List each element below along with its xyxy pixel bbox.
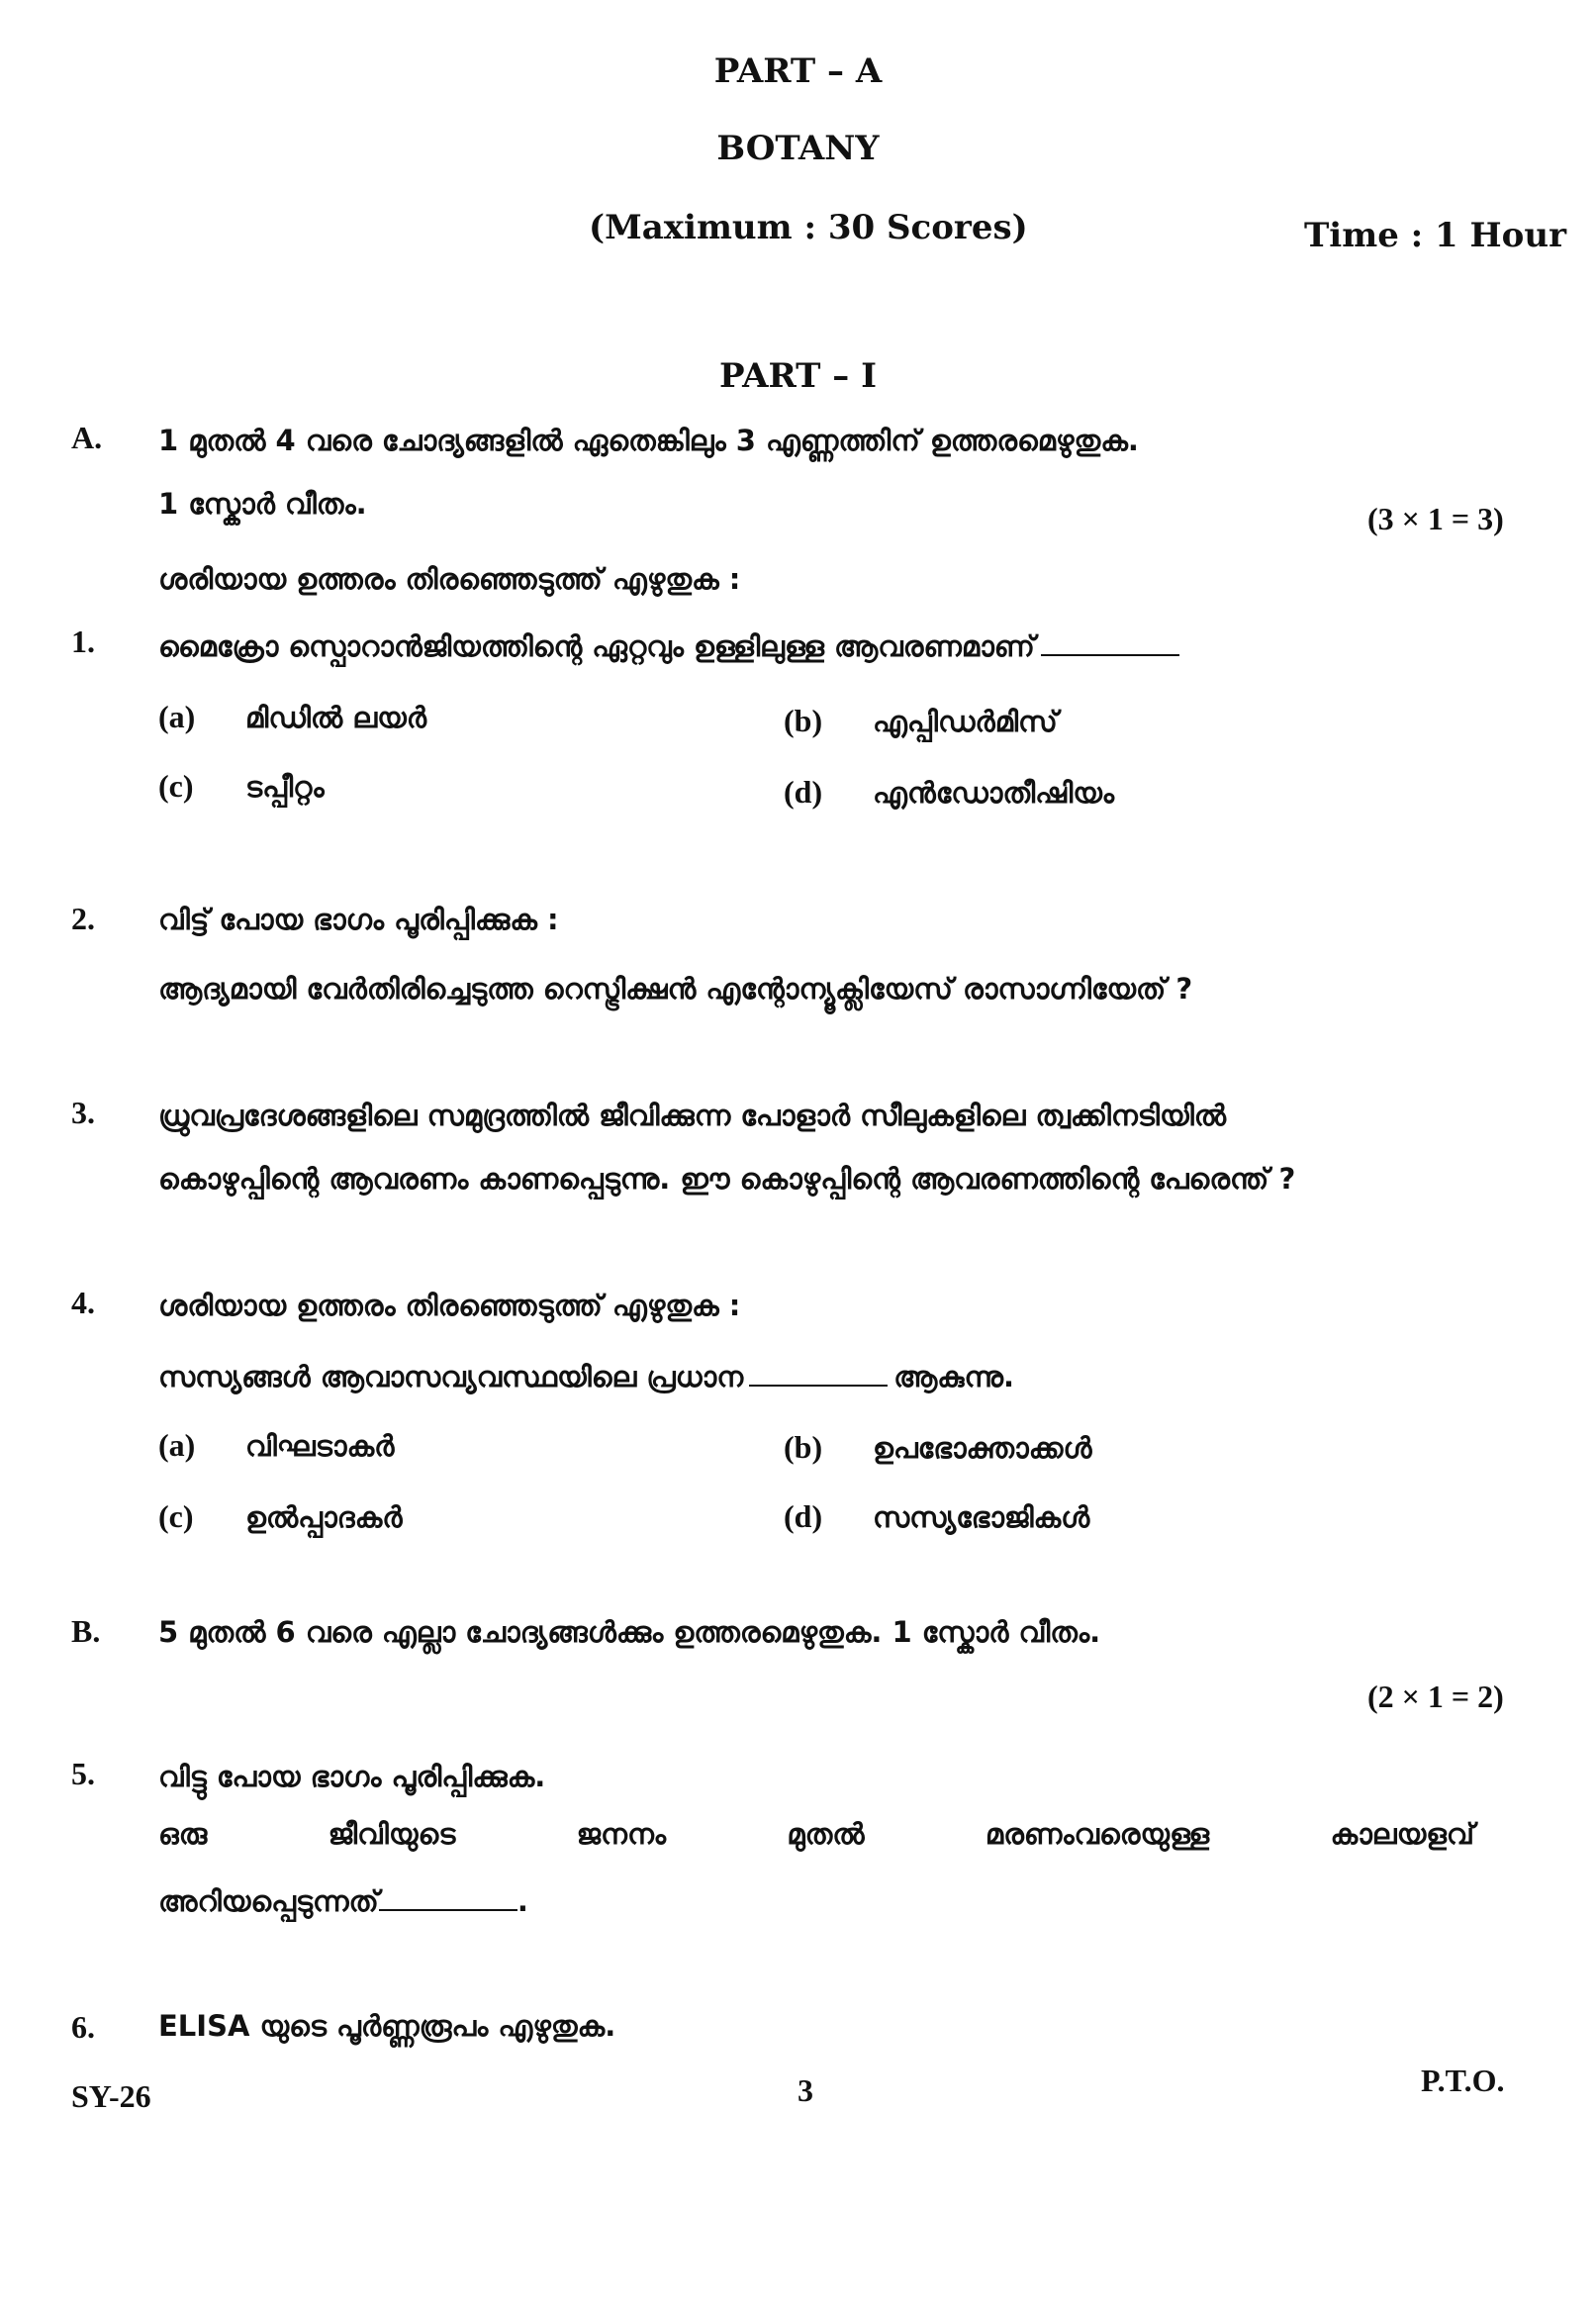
q4-option-b-label: (b) <box>784 1429 823 1465</box>
question-4-line2 <box>158 1360 1014 1394</box>
q4-option-d-label: (d) <box>784 1498 823 1534</box>
question-4-blank <box>749 1383 888 1387</box>
question-1-number: 1. <box>71 624 95 659</box>
question-4-stem: സസ്യങ്ങൾ ആവാസവ്യവസ്ഥയിലെ പ്രധാന <box>158 1360 744 1393</box>
question-6-text: ELISA യുടെ പൂർണ്ണരൂപം എഴുതുക. <box>158 2009 616 2043</box>
time-allowed: Time : 1 Hour <box>1304 216 1566 255</box>
q1-option-c-text: ടപ്പീറ്റം <box>245 770 325 804</box>
question-5-line2 <box>158 1817 1474 1852</box>
question-1-text <box>158 629 1185 664</box>
question-3-line1: ധ്രുവപ്രദേശങ്ങളിലെ സമുദ്രത്തിൽ ജീവിക്കുന്ന പോളാർ സീലുകളിലെ ത്വക്കിനടിയിൽ <box>158 1099 1227 1132</box>
part-a-heading: PART – A <box>713 51 883 91</box>
section-a-letter: A. <box>71 420 103 455</box>
question-4-line1: ശരിയായ ഉത്തരം തിരഞ്ഞെടുത്ത് എഴുതുക : <box>158 1289 741 1322</box>
q5-word: ഒരു <box>158 1817 208 1851</box>
subject-heading: BOTANY <box>716 129 880 168</box>
part-1-heading: PART – I <box>718 356 877 396</box>
q1-option-d-label: (d) <box>784 774 823 810</box>
section-a-instruction-line1: 1 മുതൽ 4 വരെ ചോദ്യങ്ങളിൽ ഏതെങ്കിലും 3 എണ്ണത്തിന് ഉത്തരമെഴുതുക. <box>158 424 1139 457</box>
q5-word: ജനനം <box>576 1817 667 1851</box>
question-5-number: 5. <box>71 1756 95 1791</box>
section-b-letter: B. <box>71 1613 101 1649</box>
question-5-stem: അറിയപ്പെടുന്നത് <box>158 1884 379 1918</box>
q4-option-c-label: (c) <box>158 1498 194 1534</box>
question-2-number: 2. <box>71 901 95 936</box>
q4-option-d-text: സസ്യഭോജികൾ <box>873 1500 1090 1534</box>
max-score: (Maximum : 30 Scores) <box>589 208 1028 247</box>
page-number: 3 <box>798 2072 813 2108</box>
q4-option-a-text: വിഘടാകർ <box>245 1429 395 1463</box>
section-a-score: (3 × 1 = 3) <box>1367 501 1504 536</box>
question-1-stem: മൈക്രോ സ്പൊറാൻജിയത്തിന്റെ ഏറ്റവും ഉള്ളിലുള്ള ആവരണമാണ് <box>158 629 1035 663</box>
q5-word: മരണംവരെയുള്ള <box>985 1817 1210 1851</box>
question-3-number: 3. <box>71 1095 95 1130</box>
q1-option-b-text: എപ്പിഡർമിസ് <box>873 705 1058 738</box>
q1-option-b-label: (b) <box>784 703 823 738</box>
q5-word: ജീവിയുടെ <box>328 1817 456 1851</box>
question-1-blank <box>1041 652 1179 656</box>
q1-option-c-label: (c) <box>158 768 194 804</box>
question-5-line3 <box>158 1884 528 1919</box>
section-b-instruction: 5 മുതൽ 6 വരെ എല്ലാ ചോദ്യങ്ങൾക്കും ഉത്തരമെഴുതുക. 1 സ്കോർ വീതം. <box>158 1615 1101 1649</box>
question-5-stop: . <box>516 1884 528 1918</box>
q4-option-b-text: ഉപഭോക്താക്കൾ <box>873 1431 1092 1465</box>
section-b-score: (2 × 1 = 2) <box>1367 1679 1504 1714</box>
please-turn-over: P.T.O. <box>1421 2063 1505 2098</box>
question-5-blank <box>379 1907 517 1911</box>
q1-option-d-text: എൻഡോതീഷിയം <box>873 776 1115 810</box>
question-2-line2: ആദ്യമായി വേർതിരിച്ചെടുത്ത റെസ്ട്രിക്ഷൻ എന്റോന്യൂക്ലിയേസ് രാസാഗ്നിയേത് ? <box>158 972 1193 1006</box>
q1-option-a-label: (a) <box>158 699 196 734</box>
question-5-line1: വിട്ടു പോയ ഭാഗം പൂരിപ്പിക്കുക. <box>158 1760 546 1793</box>
q1-option-a-text: മിഡിൽ ലയർ <box>245 701 427 734</box>
question-4-stem-end: ആകുന്നു. <box>893 1360 1015 1393</box>
q4-option-a-label: (a) <box>158 1427 196 1463</box>
question-4-number: 4. <box>71 1285 95 1320</box>
question-6-number: 6. <box>71 2009 95 2045</box>
q5-word: മുതൽ <box>787 1817 865 1851</box>
section-a-choose-instruction: ശരിയായ ഉത്തരം തിരഞ്ഞെടുത്ത് എഴുതുക : <box>158 562 741 596</box>
question-3-line2: കൊഴുപ്പിന്റെ ആവരണം കാണപ്പെടുന്നു. ഈ കൊഴുപ്പിന്റെ ആവരണത്തിന്റെ പേരെന്ത് ? <box>158 1162 1296 1196</box>
section-a-instruction-line2: 1 സ്കോർ വീതം. <box>158 487 367 521</box>
q5-word: കാലയളവ് <box>1330 1817 1474 1851</box>
q4-option-c-text: ഉൽപ്പാദകർ <box>245 1500 403 1534</box>
paper-code: SY-26 <box>71 2078 151 2114</box>
question-2-line1: വിട്ട് പോയ ഭാഗം പൂരിപ്പിക്കുക : <box>158 903 559 936</box>
